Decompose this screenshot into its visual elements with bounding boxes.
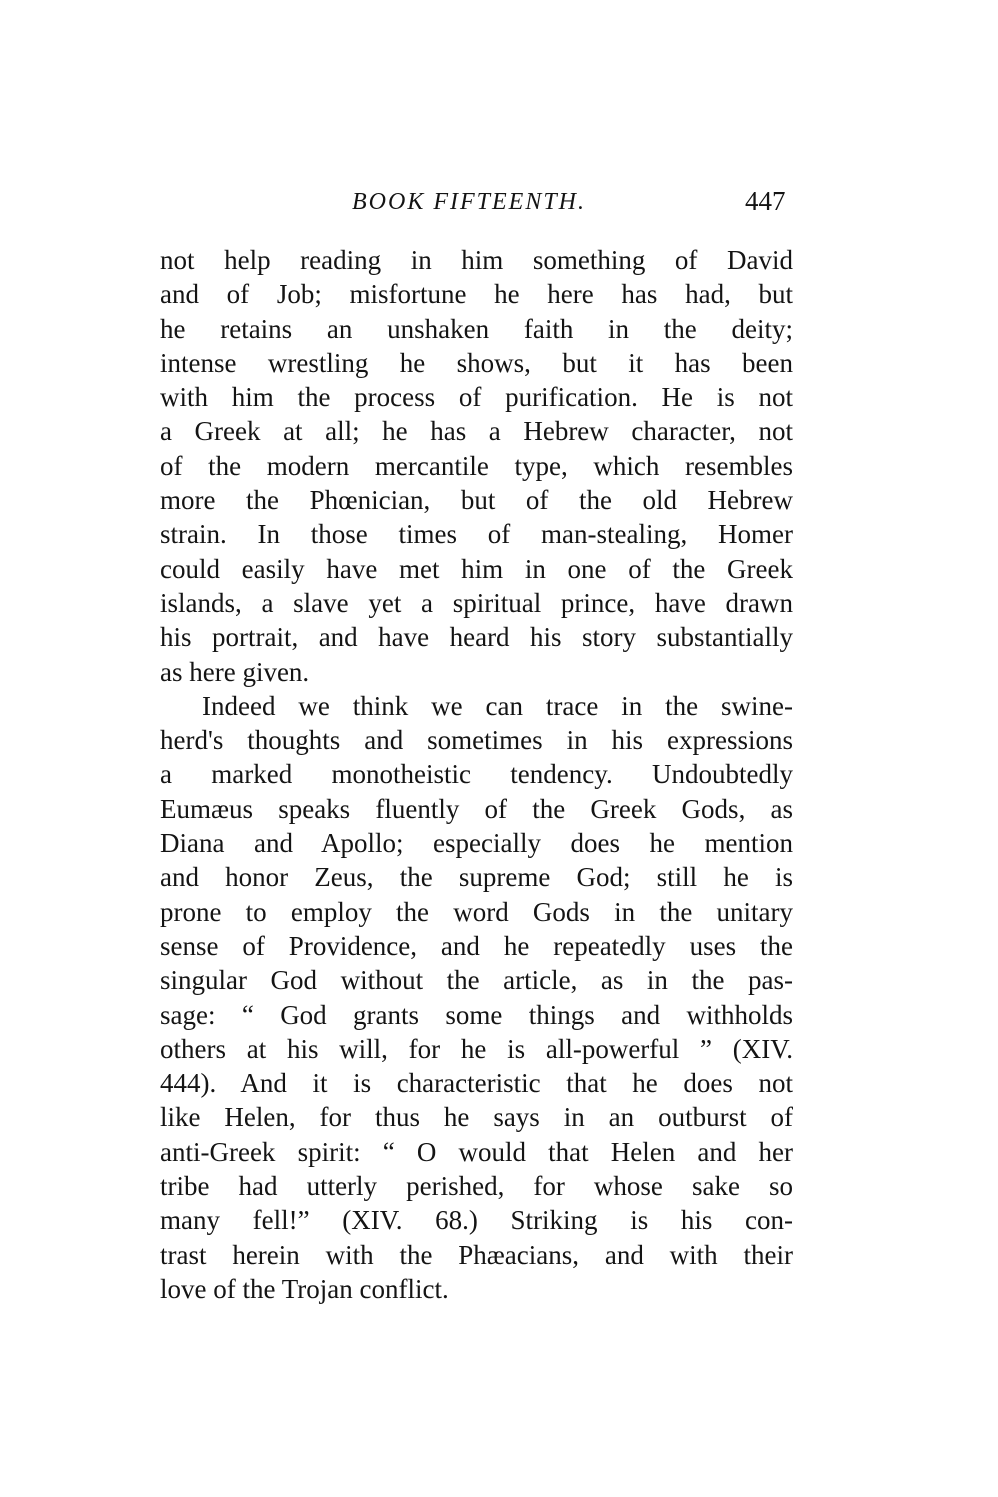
- text-line: like Helen, for thus he says in an outburst of: [160, 1102, 793, 1133]
- text-line: prone to employ the word Gods in the unitary: [160, 896, 793, 927]
- text-line: his portrait, and have heard his story substantially: [160, 622, 793, 653]
- text-line: 444). And it is characteristic that he does not: [160, 1068, 793, 1099]
- text-line: tribe had utterly perished, for whose sake so: [160, 1171, 793, 1202]
- text-line: could easily have met him in one of the Greek: [160, 553, 793, 584]
- text-line: more the Phœnician, but of the old Hebrew: [160, 485, 793, 516]
- paragraph-2: [160, 689, 793, 1306]
- text-line: sense of Providence, and he repeatedly uses the: [160, 930, 793, 961]
- text-line: love of the Trojan conflict.: [160, 1273, 449, 1304]
- text-line: strain. In those times of man-stealing, Homer: [160, 519, 793, 550]
- text-line: singular God without the article, as in the pas-: [160, 965, 793, 996]
- text-line: herd's thoughts and sometimes in his expressions: [160, 725, 793, 756]
- text-line: others at his will, for he is all-powerful ” (XIV.: [160, 1033, 793, 1064]
- text-line: islands, a slave yet a spiritual prince, have drawn: [160, 587, 793, 618]
- text-line: and honor Zeus, the supreme God; still he is: [160, 862, 793, 893]
- text-line: sage: “ God grants some things and withholds: [160, 999, 793, 1030]
- running-title: BOOK FIFTEENTH.: [352, 189, 586, 215]
- text-line: and of Job; misfortune he here has had, but: [160, 279, 793, 310]
- text-line: of the modern mercantile type, which resembles: [160, 450, 793, 481]
- text-line: trast herein with the Phæacians, and with their: [160, 1239, 793, 1270]
- text-line: many fell!” (XIV. 68.) Striking is his con-: [160, 1205, 793, 1236]
- text-line: Diana and Apollo; especially does he mention: [160, 828, 793, 859]
- paragraph-1: [160, 243, 793, 689]
- text-line: Indeed we think we can trace in the swine-: [202, 690, 793, 721]
- text-line: anti-Greek spirit: “ O would that Helen and her: [160, 1136, 793, 1167]
- text-line: intense wrestling he shows, but it has been: [160, 347, 793, 378]
- text-line: a marked monotheistic tendency. Undoubtedly: [160, 759, 793, 790]
- text-line: not help reading in him something of David: [160, 245, 793, 275]
- text-line: he retains an unshaken faith in the deity;: [160, 313, 793, 344]
- body-text: [160, 243, 793, 1306]
- page-number: 447: [745, 186, 786, 216]
- text-line: as here given.: [160, 656, 310, 687]
- text-line: Eumæus speaks fluently of the Greek Gods, as: [160, 793, 793, 824]
- text-line: with him the process of purification. He is not: [160, 382, 793, 413]
- text-line: a Greek at all; he has a Hebrew character, not: [160, 416, 793, 447]
